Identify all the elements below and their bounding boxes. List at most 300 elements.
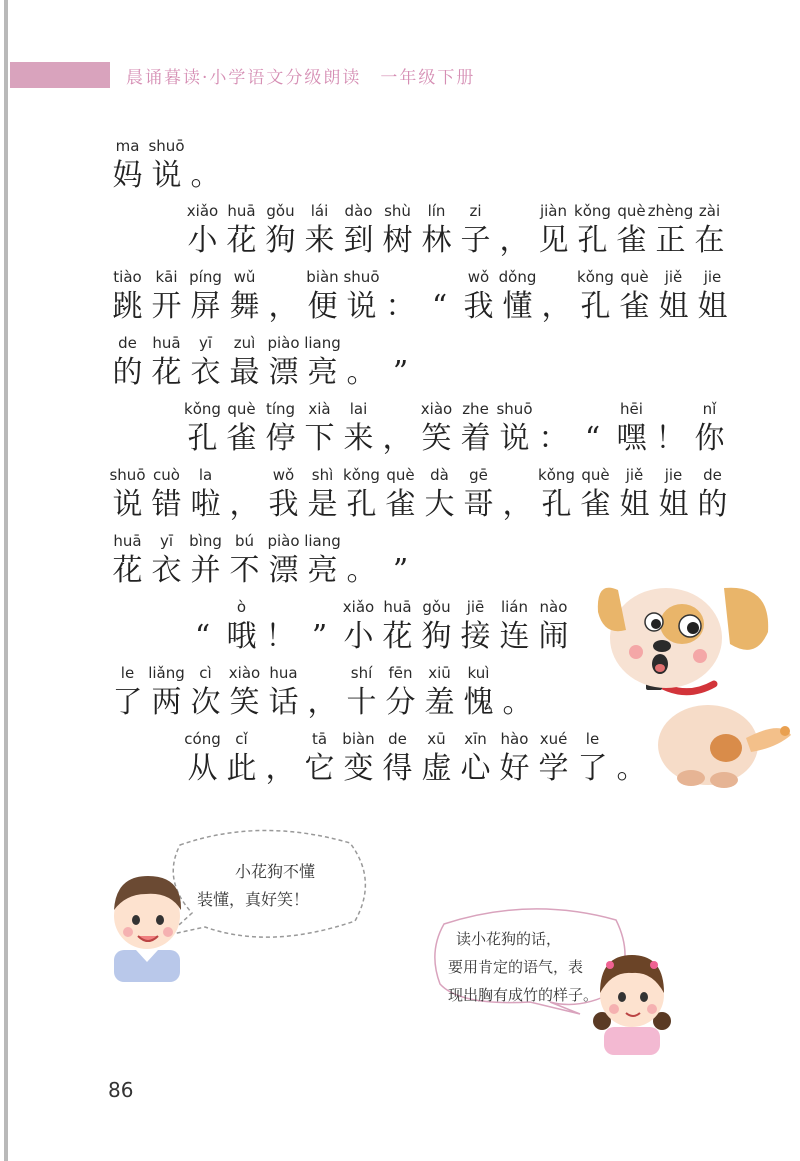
text-line xyxy=(108,663,537,723)
pinyin: ma xyxy=(115,137,140,155)
character-cell xyxy=(108,531,147,591)
pinyin: lái xyxy=(310,202,329,220)
boy-bubble-line: 装懂，真好笑！ xyxy=(197,890,310,909)
character-cell xyxy=(690,399,729,459)
pinyin: xiǎo xyxy=(186,202,219,220)
hanzi: 羞 xyxy=(424,685,455,720)
hanzi: 你 xyxy=(694,421,725,456)
pinyin: dǒng xyxy=(498,268,537,286)
pinyin: xiǎo xyxy=(342,598,375,616)
header-band xyxy=(10,62,110,88)
text-line xyxy=(108,267,732,327)
pinyin: jie xyxy=(664,466,683,484)
hanzi: 着 xyxy=(460,421,491,456)
character-cell xyxy=(573,201,612,261)
character-cell xyxy=(342,663,381,723)
girl-bubble-text xyxy=(448,925,613,1009)
character-cell xyxy=(147,267,186,327)
character-cell xyxy=(495,729,534,789)
pinyin: zhe xyxy=(462,400,489,418)
girl-bubble-line: 要用肯定的语气，表 xyxy=(448,958,584,976)
pinyin: kǒng xyxy=(343,466,380,484)
character-cell xyxy=(417,597,456,657)
character-cell xyxy=(300,399,339,459)
character-cell xyxy=(459,267,498,327)
hanzi: 。 xyxy=(346,355,377,390)
pinyin: yī xyxy=(198,334,213,352)
character-cell xyxy=(381,267,420,327)
character-cell xyxy=(342,531,381,591)
hanzi: ！ xyxy=(265,619,296,654)
pinyin: wǒ xyxy=(467,268,490,286)
character-cell xyxy=(612,399,651,459)
hanzi: 漂 xyxy=(268,355,299,390)
character-cell xyxy=(534,597,573,657)
character-cell xyxy=(612,201,651,261)
character-cell xyxy=(693,465,732,525)
pinyin: piào xyxy=(267,532,300,550)
pinyin: kǒng xyxy=(577,268,614,286)
hanzi: ： xyxy=(385,289,416,324)
text-line xyxy=(183,399,729,459)
pinyin: què xyxy=(617,202,646,220)
character-cell xyxy=(690,201,729,261)
hanzi: ， xyxy=(268,289,299,324)
hanzi: 我 xyxy=(268,487,299,522)
character-cell xyxy=(498,267,537,327)
text-line xyxy=(108,333,420,393)
hanzi: 见 xyxy=(538,223,569,258)
hanzi: 林 xyxy=(421,223,452,258)
character-cell xyxy=(534,729,573,789)
character-cell xyxy=(108,136,147,196)
pinyin: què xyxy=(227,400,256,418)
character-cell xyxy=(573,399,612,459)
hanzi: 下 xyxy=(304,421,335,456)
character-cell xyxy=(183,597,222,657)
pinyin: xiào xyxy=(228,664,261,682)
character-cell xyxy=(339,399,378,459)
character-cell xyxy=(303,663,342,723)
character-cell xyxy=(303,333,342,393)
character-cell xyxy=(456,729,495,789)
pinyin: xué xyxy=(539,730,568,748)
character-cell xyxy=(459,663,498,723)
hanzi: 来 xyxy=(343,421,374,456)
pinyin: xīn xyxy=(464,730,487,748)
pinyin: jiē xyxy=(466,598,485,616)
pinyin: xiào xyxy=(420,400,453,418)
character-cell xyxy=(183,201,222,261)
character-cell xyxy=(108,663,147,723)
text-line xyxy=(183,597,573,657)
hanzi: ， xyxy=(502,487,533,522)
pinyin: cóng xyxy=(184,730,221,748)
pinyin: cì xyxy=(199,664,212,682)
hanzi: 。 xyxy=(616,751,647,786)
hanzi: 孔 xyxy=(541,487,572,522)
pinyin: què xyxy=(620,268,649,286)
character-cell xyxy=(537,267,576,327)
pinyin: shuō xyxy=(343,268,380,286)
hanzi: ” xyxy=(392,355,409,390)
pinyin: gē xyxy=(469,466,488,484)
hanzi: ， xyxy=(382,421,413,456)
character-cell xyxy=(225,531,264,591)
character-cell xyxy=(342,333,381,393)
pinyin: bìng xyxy=(189,532,222,550)
hanzi: “ xyxy=(194,619,211,654)
hanzi: 它 xyxy=(304,751,335,786)
character-cell xyxy=(693,267,732,327)
character-cell xyxy=(186,663,225,723)
text-line xyxy=(108,531,420,591)
character-cell xyxy=(147,531,186,591)
hanzi: 的 xyxy=(112,355,143,390)
hanzi: 跳 xyxy=(112,289,143,324)
pinyin: zài xyxy=(698,202,721,220)
pinyin: huā xyxy=(113,532,142,550)
pinyin: cǐ xyxy=(235,730,248,748)
pinyin: de xyxy=(118,334,137,352)
pinyin: kāi xyxy=(155,268,178,286)
hanzi: 得 xyxy=(382,751,413,786)
character-cell xyxy=(417,201,456,261)
hanzi: ， xyxy=(499,223,530,258)
pinyin: cuò xyxy=(153,466,180,484)
character-cell xyxy=(264,465,303,525)
pinyin: wǔ xyxy=(233,268,256,286)
pinyin: dà xyxy=(430,466,449,484)
character-cell xyxy=(495,399,534,459)
character-cell xyxy=(615,465,654,525)
character-cell xyxy=(459,465,498,525)
character-cell xyxy=(183,729,222,789)
hanzi: 了 xyxy=(112,685,143,720)
character-cell xyxy=(498,465,537,525)
character-cell xyxy=(378,399,417,459)
page-number: 86 xyxy=(108,1078,134,1102)
hanzi: 在 xyxy=(694,223,725,258)
hanzi: 的 xyxy=(697,487,728,522)
text-line xyxy=(183,201,729,261)
pinyin: shì xyxy=(311,466,334,484)
hanzi: 便 xyxy=(307,289,338,324)
character-cell xyxy=(225,663,264,723)
pinyin: gǒu xyxy=(422,598,451,616)
hanzi: 连 xyxy=(499,619,530,654)
hanzi: 十 xyxy=(346,685,377,720)
character-cell xyxy=(222,399,261,459)
character-cell xyxy=(264,267,303,327)
hanzi: 花 xyxy=(112,553,143,588)
hanzi: 从 xyxy=(187,751,218,786)
character-cell xyxy=(381,333,420,393)
hanzi: 小 xyxy=(187,223,218,258)
pinyin: xiū xyxy=(428,664,451,682)
pinyin: què xyxy=(581,466,610,484)
header-title: 晨诵暮读·小学语文分级朗读 一年级下册 xyxy=(126,68,476,88)
hanzi: 花 xyxy=(151,355,182,390)
character-cell xyxy=(420,465,459,525)
pinyin: jie xyxy=(703,268,722,286)
character-cell xyxy=(183,399,222,459)
hanzi: 不 xyxy=(229,553,260,588)
hanzi: 开 xyxy=(151,289,182,324)
character-cell xyxy=(264,531,303,591)
hanzi: 哦 xyxy=(226,619,257,654)
hanzi: 衣 xyxy=(190,355,221,390)
pinyin: liang xyxy=(304,532,341,550)
character-cell xyxy=(300,597,339,657)
character-cell xyxy=(147,136,186,196)
hanzi: 我 xyxy=(463,289,494,324)
pinyin: biàn xyxy=(306,268,339,286)
character-cell xyxy=(654,267,693,327)
pinyin: zuì xyxy=(233,334,256,352)
hanzi: 姐 xyxy=(658,487,689,522)
hanzi: 分 xyxy=(385,685,416,720)
pinyin: zhèng xyxy=(647,202,694,220)
pinyin: lín xyxy=(427,202,446,220)
character-cell xyxy=(261,399,300,459)
pinyin: nǐ xyxy=(702,400,717,418)
hanzi: 。 xyxy=(346,553,377,588)
hanzi: 错 xyxy=(151,487,182,522)
hanzi: 懂 xyxy=(502,289,533,324)
hanzi: “ xyxy=(431,289,448,324)
character-cell xyxy=(576,267,615,327)
character-cell xyxy=(222,729,261,789)
character-cell xyxy=(342,465,381,525)
pinyin: shuō xyxy=(109,466,146,484)
pinyin: biàn xyxy=(342,730,375,748)
pinyin: jiàn xyxy=(539,202,568,220)
hanzi: 好 xyxy=(499,751,530,786)
hanzi: 话 xyxy=(268,685,299,720)
pinyin: le xyxy=(120,664,135,682)
character-cell xyxy=(576,465,615,525)
character-cell xyxy=(186,465,225,525)
pinyin: tiào xyxy=(113,268,142,286)
hanzi: 停 xyxy=(265,421,296,456)
page-edge xyxy=(4,0,8,1161)
hanzi: 子 xyxy=(460,223,491,258)
character-cell xyxy=(225,267,264,327)
hanzi: 狗 xyxy=(421,619,452,654)
girl-bubble-line: 现出胸有成竹的样子。 xyxy=(448,986,599,1004)
character-cell xyxy=(339,597,378,657)
hanzi: 说 xyxy=(346,289,377,324)
character-cell xyxy=(342,267,381,327)
character-cell xyxy=(651,399,690,459)
hanzi: ， xyxy=(229,487,260,522)
hanzi: 虚 xyxy=(421,751,452,786)
character-cell xyxy=(303,267,342,327)
character-cell xyxy=(147,663,186,723)
hanzi: 衣 xyxy=(151,553,182,588)
hanzi: 亮 xyxy=(307,355,338,390)
hanzi: 正 xyxy=(655,223,686,258)
pinyin: zi xyxy=(469,202,482,220)
character-cell xyxy=(225,465,264,525)
hanzi: 啦 xyxy=(190,487,221,522)
pinyin: gǒu xyxy=(266,202,295,220)
hanzi: ， xyxy=(541,289,572,324)
pinyin: tā xyxy=(311,730,328,748)
pinyin: le xyxy=(585,730,600,748)
pinyin: liǎng xyxy=(148,664,185,682)
character-cell xyxy=(381,465,420,525)
hanzi: 雀 xyxy=(226,421,257,456)
pinyin: shuō xyxy=(148,137,185,155)
pinyin: kǒng xyxy=(184,400,221,418)
character-cell xyxy=(108,465,147,525)
character-cell xyxy=(378,597,417,657)
boy-bubble-text xyxy=(197,858,347,914)
character-cell xyxy=(654,465,693,525)
character-cell xyxy=(537,465,576,525)
character-cell xyxy=(186,531,225,591)
hanzi: 愧 xyxy=(463,685,494,720)
character-cell xyxy=(147,333,186,393)
hanzi: 说 xyxy=(499,421,530,456)
hanzi: 雀 xyxy=(385,487,416,522)
character-cell xyxy=(417,729,456,789)
hanzi: 花 xyxy=(226,223,257,258)
hanzi: ， xyxy=(265,751,296,786)
character-cell xyxy=(186,136,225,196)
hanzi: 姐 xyxy=(697,289,728,324)
character-cell xyxy=(303,465,342,525)
hanzi: 来 xyxy=(304,223,335,258)
hanzi: 雀 xyxy=(580,487,611,522)
pinyin: bú xyxy=(234,532,255,550)
pinyin: shuō xyxy=(496,400,533,418)
character-cell xyxy=(264,663,303,723)
pinyin: píng xyxy=(189,268,222,286)
character-cell xyxy=(378,201,417,261)
character-cell xyxy=(378,729,417,789)
pinyin: hào xyxy=(500,730,529,748)
hanzi: 孔 xyxy=(346,487,377,522)
hanzi: 亮 xyxy=(307,553,338,588)
pinyin: fēn xyxy=(388,664,413,682)
pinyin: kuì xyxy=(467,664,490,682)
hanzi: 。 xyxy=(502,685,533,720)
pinyin: huā xyxy=(152,334,181,352)
hanzi: 屏 xyxy=(190,289,221,324)
hanzi: 笑 xyxy=(229,685,260,720)
text-line xyxy=(183,729,651,789)
dog-illustration xyxy=(596,560,796,790)
character-cell xyxy=(456,399,495,459)
character-cell xyxy=(615,267,654,327)
hanzi: 说 xyxy=(112,487,143,522)
pinyin: kǒng xyxy=(574,202,611,220)
pinyin: kǒng xyxy=(538,466,575,484)
hanzi: 妈 xyxy=(112,158,143,193)
hanzi: 哥 xyxy=(463,487,494,522)
hanzi: 舞 xyxy=(229,289,260,324)
pinyin: shí xyxy=(350,664,373,682)
pinyin: lai xyxy=(349,400,368,418)
hanzi: 姐 xyxy=(658,289,689,324)
hanzi: 孔 xyxy=(187,421,218,456)
character-cell xyxy=(147,465,186,525)
girl-bubble-line: 读小花狗的话， xyxy=(456,930,562,948)
hanzi: 嘿 xyxy=(616,421,647,456)
hanzi: 说 xyxy=(151,158,182,193)
hanzi: 。 xyxy=(190,158,221,193)
hanzi: 大 xyxy=(424,487,455,522)
hanzi: 到 xyxy=(343,223,374,258)
character-cell xyxy=(222,201,261,261)
character-cell xyxy=(261,201,300,261)
girl-illustration xyxy=(590,935,672,1055)
character-cell xyxy=(495,597,534,657)
hanzi: 姐 xyxy=(619,487,650,522)
character-cell xyxy=(108,267,147,327)
hanzi: 两 xyxy=(151,685,182,720)
hanzi: 雀 xyxy=(616,223,647,258)
pinyin: hua xyxy=(269,664,298,682)
hanzi: 心 xyxy=(460,751,491,786)
pinyin: xià xyxy=(308,400,331,418)
character-cell xyxy=(417,399,456,459)
hanzi: 变 xyxy=(343,751,374,786)
pinyin: nào xyxy=(539,598,568,616)
text-line xyxy=(108,465,732,525)
character-cell xyxy=(225,333,264,393)
text-line xyxy=(108,136,225,196)
pinyin: de xyxy=(703,466,722,484)
hanzi: 树 xyxy=(382,223,413,258)
character-cell xyxy=(339,201,378,261)
character-cell xyxy=(647,201,694,261)
character-cell xyxy=(261,729,300,789)
hanzi: 雀 xyxy=(619,289,650,324)
character-cell xyxy=(381,531,420,591)
hanzi: ， xyxy=(307,685,338,720)
character-cell xyxy=(381,663,420,723)
hanzi: 并 xyxy=(190,553,221,588)
character-cell xyxy=(420,663,459,723)
character-cell xyxy=(339,729,378,789)
hanzi: 小 xyxy=(343,619,374,654)
hanzi: ： xyxy=(538,421,569,456)
hanzi: 孔 xyxy=(577,223,608,258)
character-cell xyxy=(186,267,225,327)
character-cell xyxy=(222,597,261,657)
character-cell xyxy=(534,399,573,459)
pinyin: de xyxy=(388,730,407,748)
pinyin: wǒ xyxy=(272,466,295,484)
hanzi: 花 xyxy=(382,619,413,654)
character-cell xyxy=(456,597,495,657)
hanzi: 漂 xyxy=(268,553,299,588)
pinyin: què xyxy=(386,466,415,484)
hanzi: 此 xyxy=(226,751,257,786)
pinyin: jiě xyxy=(625,466,644,484)
boy-bubble-line: 小花狗不懂 xyxy=(235,862,316,881)
character-cell xyxy=(420,267,459,327)
character-cell xyxy=(300,729,339,789)
hanzi: ” xyxy=(311,619,328,654)
hanzi: 最 xyxy=(229,355,260,390)
pinyin: piào xyxy=(267,334,300,352)
hanzi: 是 xyxy=(307,487,338,522)
